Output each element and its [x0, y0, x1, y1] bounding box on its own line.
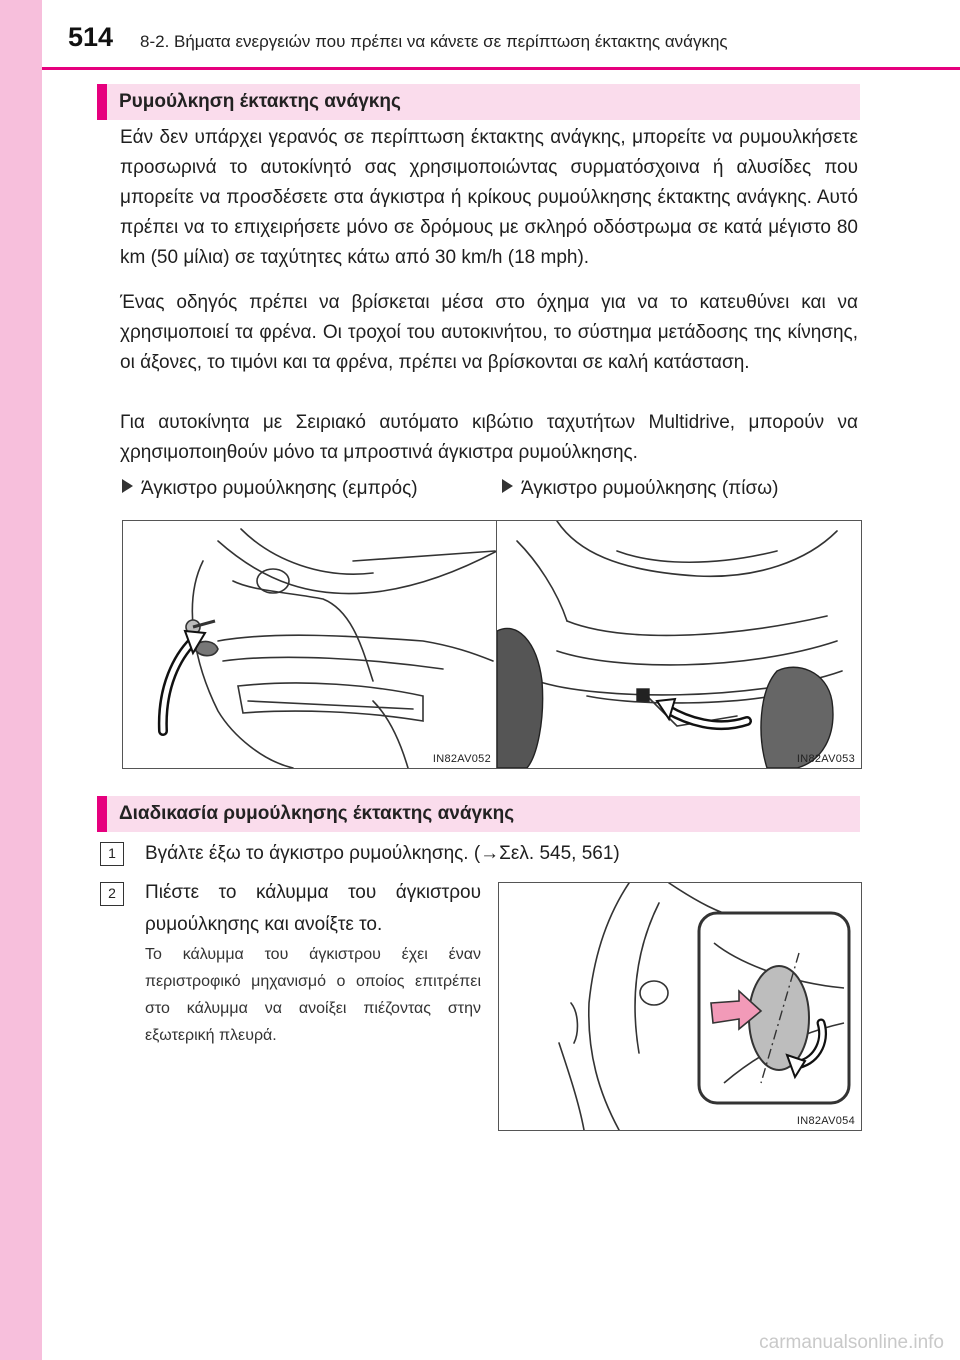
- front-car-illustration: [123, 521, 497, 768]
- figure-rear-tow-hook: [496, 520, 862, 769]
- rear-car-illustration: [497, 521, 861, 768]
- figure-code-rear: IN82AV053: [796, 753, 855, 765]
- figure-code-front: IN82AV052: [432, 753, 491, 765]
- triangle-bullet-icon: [122, 479, 133, 493]
- step-number-2: 2: [100, 882, 124, 906]
- hook-cover-illustration: [499, 883, 861, 1130]
- paragraph-multidrive-note: Για αυτοκίνητα με Σειριακό αυτόματο κιβώτιο ταχυτήτων Multidrive, μπορούν να χρησιμοποιηθούν μόνο τα μπροστινά άγκιστρα ρυμούλκησης.: [120, 412, 858, 463]
- figure-front-tow-hook: [122, 520, 498, 769]
- step-2-note: Το κάλυμμα του άγκιστρου έχει έναν περιστροφικό μηχανισμό ο οποίος επιτρέπει στο κάλυμμα να ανοίξει πιέζοντας στην εξωτερική πλευρά.: [145, 946, 481, 1044]
- figure-hook-cover: [498, 882, 862, 1131]
- paragraph-towing-intro: Εάν δεν υπάρχει γερανός σε περίπτωση έκτακτης ανάγκης, μπορείτε να ρυμουλκήσετε προσωρινά το αυτοκίνητό σας χρησιμοποιώντας συρματόσχοινα ή αλυσίδες που μπορείτε να προσδέσετε στα άγκιστρα ή κρίκους ρυμούλκησης έκτακτης ανάγκης. Αυτό πρέπει να το επιχειρήσετε μόνο σε δρόμους με σκληρό οδόστρωμα σε κατά μέγιστο 80 km (50 μίλια) σε ταχύτητες κάτω από 30 km/h (18 mph).: [120, 127, 858, 268]
- left-color-strip: [0, 0, 42, 1360]
- watermark-text: carmanualsonline.info: [759, 1332, 944, 1353]
- caption-front-hook: Άγκιστρο ρυμούλκησης (εμπρός): [122, 478, 418, 500]
- figure-code-cover: IN82AV054: [796, 1115, 855, 1127]
- caption-rear-hook: Άγκιστρο ρυμούλκησης (πίσω): [502, 478, 778, 500]
- section-title-towing-procedure: Διαδικασία ρυμούλκησης έκτακτης ανάγκης: [97, 796, 860, 832]
- triangle-bullet-icon: [502, 479, 513, 493]
- step-number-1: 1: [100, 842, 124, 866]
- page-number: 514: [68, 22, 114, 52]
- step-2-text: Πιέστε το κάλυμμα του άγκιστρου ρυμούλκησης και ανοίξτε το.: [145, 882, 481, 935]
- step-1-text: Βγάλτε έξω το άγκιστρο ρυμούλκησης. (→Σελ. 545, 561): [145, 843, 620, 864]
- section-title-emergency-towing: Ρυμούλκηση έκτακτης ανάγκης: [97, 84, 860, 120]
- paragraph-driver-requirement: Ένας οδηγός πρέπει να βρίσκεται μέσα στο όχημα για να το κατευθύνει και να χρησιμοποιεί τα φρένα. Οι τροχοί του αυτοκινήτου, το σύστημα μετάδοσης της κίνησης, οι άξονες, το τιμόνι και τα φρένα, πρέπει να βρίσκονται σε καλή κατάσταση.: [120, 292, 858, 373]
- header-rule: [42, 67, 960, 70]
- running-header: 8-2. Βήματα ενεργειών που πρέπει να κάνετε σε περίπτωση έκτακτης ανάγκης: [140, 32, 728, 51]
